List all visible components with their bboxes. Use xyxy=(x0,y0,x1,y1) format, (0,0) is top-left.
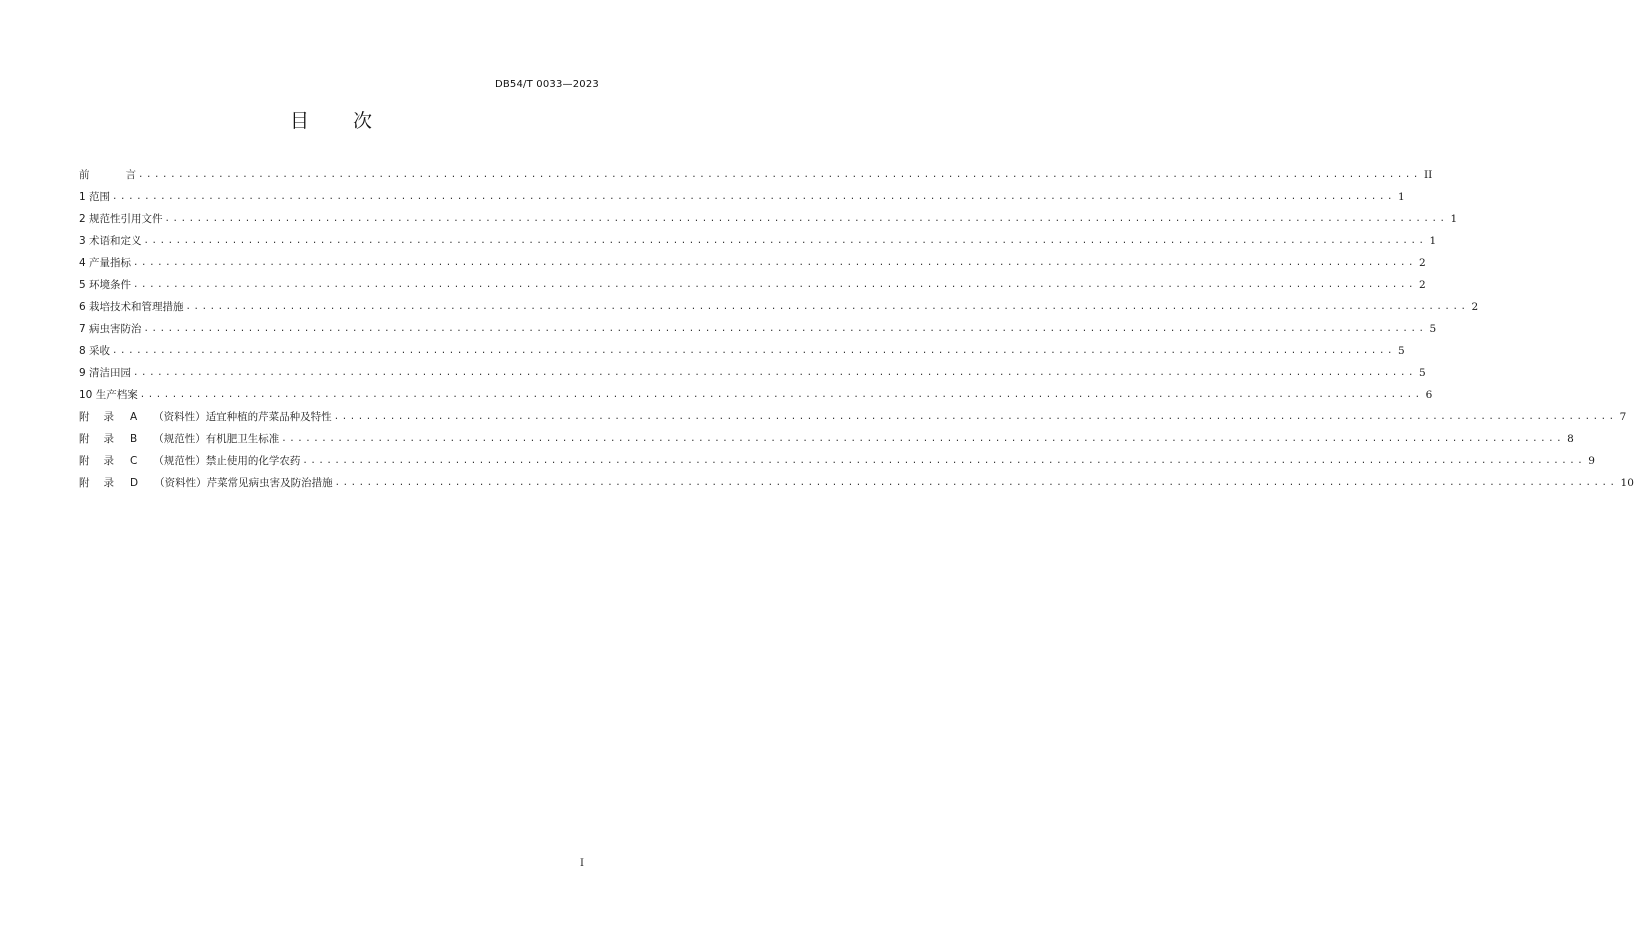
toc-entry-label: 1 范围 xyxy=(79,191,111,203)
toc-entry-appendix-a[interactable] xyxy=(79,406,1627,428)
toc-entry-page: 10 xyxy=(1620,477,1634,489)
toc-entry-appendix-b[interactable] xyxy=(79,428,1574,450)
toc-leader-dots: ................................................................................................................................................................ xyxy=(112,346,1395,356)
toc-leader-dots: ................................................................................................................................................................ xyxy=(143,324,1427,334)
toc-entry-label: 10 生产档案 xyxy=(79,389,138,401)
toc-leader-dots: ................................................................................................................................................................ xyxy=(164,214,1448,224)
toc-entry-label: 5 环境条件 xyxy=(79,279,132,291)
toc-entry-label: 7 病虫害防治 xyxy=(79,323,142,335)
toc-entry-label: 4 产量指标 xyxy=(79,257,132,269)
toc-entry-production-records[interactable] xyxy=(79,384,1433,406)
toc-entry-pest-control[interactable] xyxy=(79,318,1437,340)
toc-entry-normative-references[interactable] xyxy=(79,208,1458,230)
toc-entry-page: 2 xyxy=(1418,279,1426,291)
toc-entry-scope[interactable] xyxy=(79,186,1405,208)
toc-leader-dots: ................................................................................................................................................................ xyxy=(143,236,1427,246)
toc-entry-page: 6 xyxy=(1425,389,1433,401)
toc-entry-label: 附 录 B （规范性）有机肥卫生标准 xyxy=(79,433,280,445)
toc-entry-label: 6 栽培技术和管理措施 xyxy=(79,301,184,313)
toc-entry-yield[interactable] xyxy=(79,252,1426,274)
toc-leader-dots: ................................................................................................................................................................ xyxy=(133,258,1416,268)
toc-entry-label: 前 言 xyxy=(79,169,136,181)
toc-entry-page: 9 xyxy=(1588,455,1595,467)
page-title-char-1: 目 xyxy=(289,110,309,132)
toc-entry-label: 3 术语和定义 xyxy=(79,235,142,247)
page-title-char-2: 次 xyxy=(353,110,373,132)
toc-entry-label: 8 采收 xyxy=(79,345,111,357)
toc-entry-label: 附 录 A （资料性）适宜种植的芹菜品种及特性 xyxy=(79,411,332,423)
toc-leader-dots: ................................................................................................................................................................ xyxy=(185,302,1469,312)
toc-entry-page: 1 xyxy=(1450,213,1458,225)
toc-entry-page: II xyxy=(1423,169,1433,181)
toc-leader-dots: ................................................................................................................................................................ xyxy=(112,192,1395,202)
table-of-contents xyxy=(79,164,1634,494)
toc-entry-page: 1 xyxy=(1429,235,1437,247)
toc-entry-page: 2 xyxy=(1418,257,1426,269)
toc-leader-dots: ................................................................................................................................................................ xyxy=(333,412,1617,422)
toc-entry-harvest[interactable] xyxy=(79,340,1405,362)
toc-entry-terms[interactable] xyxy=(79,230,1437,252)
toc-entry-page: 5 xyxy=(1418,367,1426,379)
toc-entry-page: 5 xyxy=(1429,323,1437,335)
toc-leader-dots: ................................................................................................................................................................ xyxy=(334,478,1618,488)
toc-entry-cultivation[interactable] xyxy=(79,296,1479,318)
toc-entry-field-cleaning[interactable] xyxy=(79,362,1426,384)
toc-leader-dots: ................................................................................................................................................................ xyxy=(139,390,1423,400)
page-number: I xyxy=(580,858,584,869)
toc-entry-page: 8 xyxy=(1567,433,1574,445)
toc-leader-dots: ................................................................................................................................................................ xyxy=(133,368,1416,378)
toc-entry-foreword[interactable] xyxy=(79,164,1433,186)
toc-leader-dots: ................................................................................................................................................................ xyxy=(281,434,1565,444)
toc-leader-dots: ................................................................................................................................................................ xyxy=(138,170,1421,180)
toc-entry-page: 2 xyxy=(1471,301,1479,313)
toc-leader-dots: ................................................................................................................................................................ xyxy=(133,280,1416,290)
document-code: DB54/T 0033—2023 xyxy=(494,79,599,90)
toc-entry-label: 2 规范性引用文件 xyxy=(79,213,163,225)
toc-entry-page: 5 xyxy=(1397,345,1405,357)
toc-entry-label: 附 录 C （规范性）禁止使用的化学农药 xyxy=(79,455,301,467)
toc-entry-label: 9 清洁田园 xyxy=(79,367,132,379)
toc-entry-appendix-c[interactable] xyxy=(79,450,1595,472)
page-title xyxy=(0,106,662,133)
toc-entry-page: 7 xyxy=(1619,411,1627,423)
toc-entry-page: 1 xyxy=(1397,191,1405,203)
toc-leader-dots: ................................................................................................................................................................ xyxy=(302,456,1586,466)
toc-entry-label: 附 录 D （资料性）芹菜常见病虫害及防治措施 xyxy=(79,477,333,489)
toc-entry-appendix-d[interactable] xyxy=(79,472,1634,494)
toc-entry-environment[interactable] xyxy=(79,274,1426,296)
